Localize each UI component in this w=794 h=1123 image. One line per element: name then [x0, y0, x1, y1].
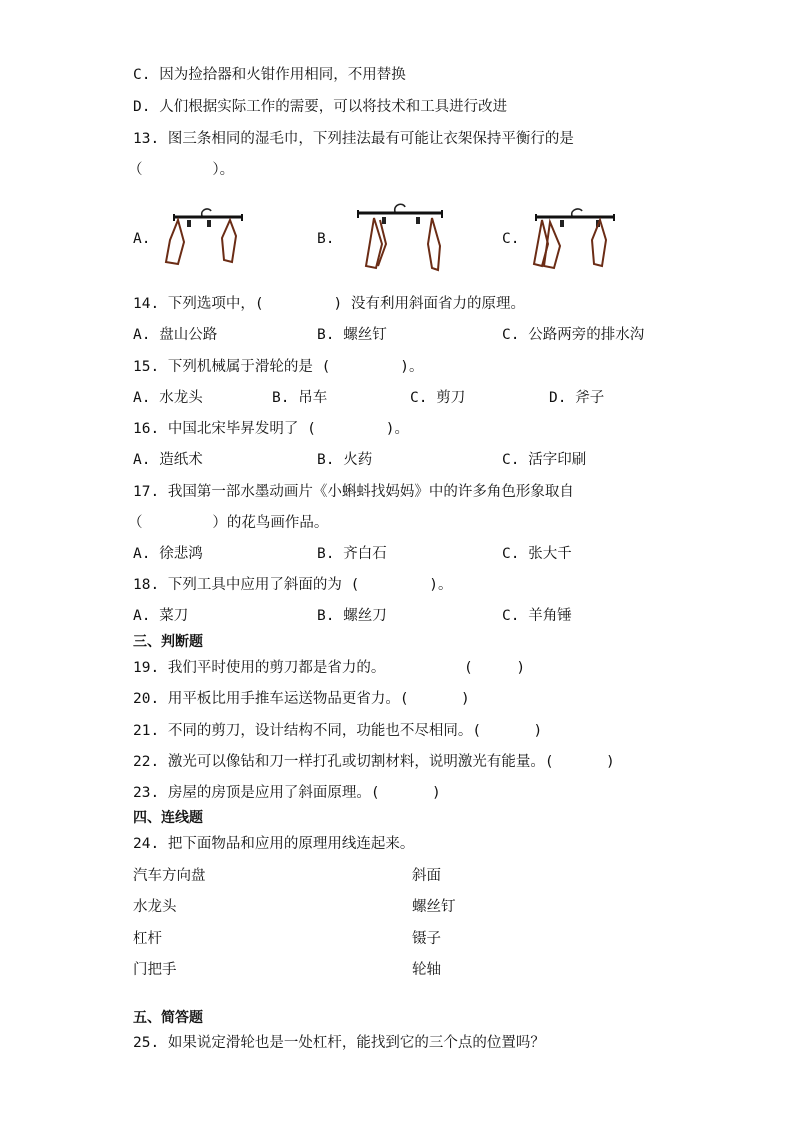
hanger-b-image	[346, 196, 446, 272]
q22: 22. 激光可以像钻和刀一样打孔或切割材料，说明激光有能量。( )	[133, 754, 615, 770]
section-3-heading: 三、判断题	[133, 634, 203, 650]
q21: 21. 不同的剪刀，设计结构不同，功能也不尽相同。( )	[133, 723, 543, 739]
q18-option-a: A. 菜刀	[133, 608, 189, 624]
q16-option-a: A. 造纸术	[133, 452, 203, 468]
hanger-c-image	[530, 200, 620, 270]
q17-option-b: B. 齐白石	[317, 546, 387, 562]
q16-option-b: B. 火药	[317, 452, 373, 468]
q14-option-b: B. 螺丝钉	[317, 327, 387, 343]
q15-option-b: B. 吊车	[272, 390, 328, 406]
q15-stem: 15. 下列机械属于滑轮的是 ( )。	[133, 359, 424, 375]
q15-option-a: A. 水龙头	[133, 390, 203, 406]
section-5-heading: 五、简答题	[133, 1010, 203, 1026]
q18-option-c: C. 羊角锤	[502, 608, 572, 624]
q23: 23. 房屋的房顶是应用了斜面原理。( )	[133, 785, 441, 801]
match-left-item: 汽车方向盘	[133, 868, 206, 884]
q13-stem: 13. 图三条相同的湿毛巾，下列挂法最有可能让衣架保持平衡行的是	[133, 131, 574, 147]
match-left-item: 水龙头	[133, 899, 177, 915]
match-left-item: 门把手	[133, 962, 177, 978]
q25: 25. 如果说定滑轮也是一处杠杆，能找到它的三个点的位置吗？	[133, 1035, 545, 1051]
match-right-item: 螺丝钉	[412, 899, 456, 915]
q17-option-c: C. 张大千	[502, 546, 572, 562]
q15-option-d: D. 斧子	[549, 390, 605, 406]
q18-option-b: B. 螺丝刀	[317, 608, 387, 624]
q13-option-c-label: C.	[502, 231, 520, 247]
q13-blank: （ ）。	[128, 162, 235, 178]
q12-option-c: C. 因为捡拾器和火钳作用相同，不用替换	[133, 67, 406, 83]
q17-option-a: A. 徐悲鸿	[133, 546, 203, 562]
q15-option-c: C. 剪刀	[410, 390, 466, 406]
q18-stem: 18. 下列工具中应用了斜面的为 ( )。	[133, 577, 453, 593]
q13-option-b-label: B.	[317, 231, 335, 247]
q14-option-a: A. 盘山公路	[133, 327, 218, 343]
q16-stem: 16. 中国北宋毕昇发明了 ( )。	[133, 421, 409, 437]
q16-option-c: C. 活字印刷	[502, 452, 587, 468]
match-right-item: 镊子	[412, 931, 441, 947]
match-left-item: 杠杆	[133, 931, 162, 947]
q13-option-a-label: A.	[133, 231, 151, 247]
q14-stem: 14. 下列选项中，( ) 没有利用斜面省力的原理。	[133, 296, 525, 312]
hanger-a-image	[156, 200, 248, 266]
q24-stem: 24. 把下面物品和应用的原理用线连起来。	[133, 836, 415, 852]
q17-stem: 17. 我国第一部水墨动画片《小蝌蚪找妈妈》中的许多角色形象取自	[133, 484, 574, 500]
q14-option-c: C. 公路两旁的排水沟	[502, 327, 645, 343]
match-right-item: 轮轴	[412, 962, 441, 978]
q20: 20. 用平板比用手推车运送物品更省力。( )	[133, 691, 470, 707]
match-right-item: 斜面	[412, 868, 441, 884]
q17-stem-continued: （ ）的花鸟画作品。	[128, 515, 329, 531]
section-4-heading: 四、连线题	[133, 810, 203, 826]
q19: 19. 我们平时使用的剪刀都是省力的。 ( )	[133, 660, 526, 676]
q12-option-d: D. 人们根据实际工作的需要，可以将技术和工具进行改进	[133, 99, 508, 115]
